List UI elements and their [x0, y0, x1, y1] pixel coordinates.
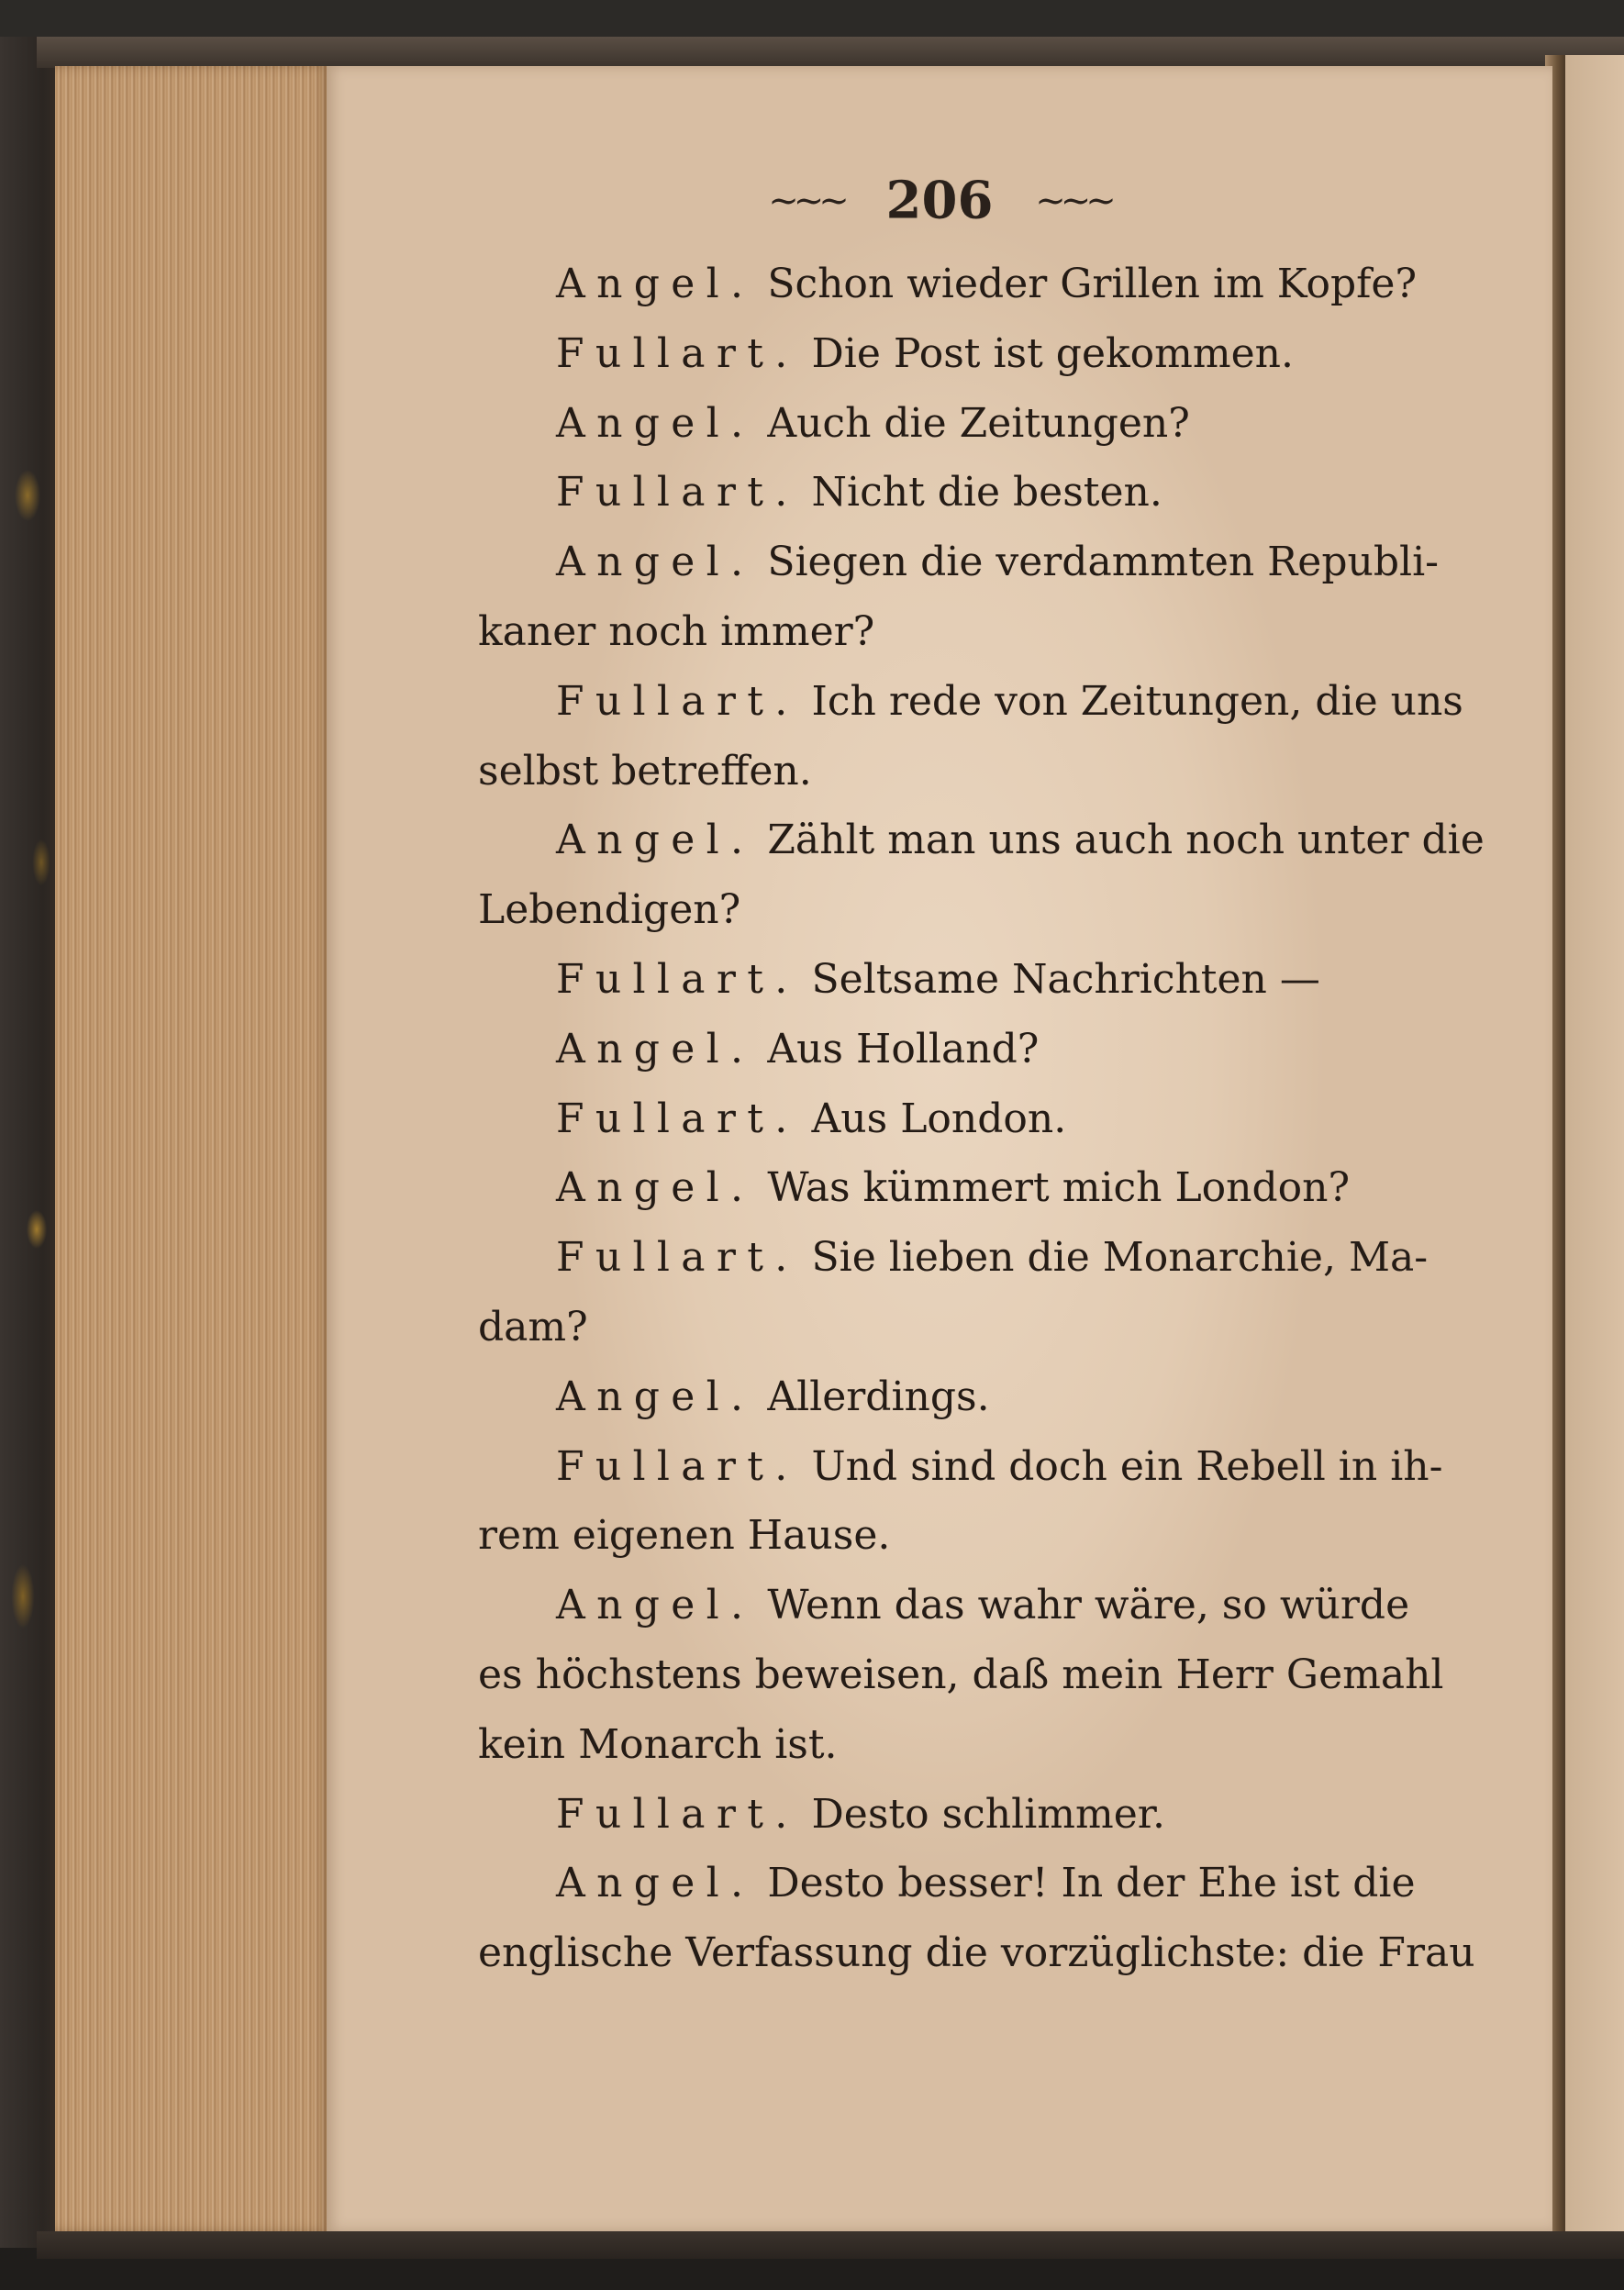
header-ornament-left: ~~~: [768, 179, 844, 222]
line-text: Lebendigen?: [478, 886, 741, 934]
speaker-name: Fullart.: [556, 677, 799, 725]
line-text: Sie lieben die Monarchie, Ma-: [811, 1234, 1429, 1282]
speaker-name: Angel.: [556, 1373, 755, 1420]
speaker-name: Angel.: [556, 1860, 755, 1907]
line-text: kein Monarch ist.: [478, 1720, 838, 1768]
text-line: [478, 1293, 1451, 1362]
text-line: [478, 1571, 1451, 1640]
facing-page-edge: [1565, 55, 1624, 2257]
text-line: [478, 1640, 1451, 1710]
speaker-name: Fullart.: [556, 955, 799, 1003]
line-text: es höchstens beweisen, daß mein Herr Gemahl: [478, 1651, 1444, 1698]
text-line: [478, 528, 1451, 597]
book-binding-top: [37, 37, 1624, 68]
text-line: [478, 250, 1451, 319]
line-text: Auch die Zeitungen?: [767, 399, 1190, 447]
speaker-name: Fullart.: [556, 1790, 799, 1838]
text-line: [478, 1710, 1451, 1780]
line-text: Wenn das wahr wäre, so würde: [767, 1582, 1410, 1629]
line-text: Aus London.: [811, 1095, 1067, 1142]
speaker-name: Angel.: [556, 399, 755, 447]
speaker-name: Angel.: [556, 261, 755, 307]
line-text: Desto schlimmer.: [811, 1790, 1165, 1838]
line-text: Nicht die besten.: [811, 469, 1162, 517]
text-line: [478, 737, 1451, 806]
line-text: rem eigenen Hause.: [478, 1512, 891, 1560]
text-line: [478, 667, 1463, 737]
speaker-name: Angel.: [556, 1582, 755, 1629]
text-line: [478, 1223, 1451, 1293]
line-text: englische Verfassung die vorzüglichste: die Frau: [478, 1929, 1475, 1977]
speaker-name: Angel.: [556, 817, 755, 864]
page-number: 206: [885, 170, 994, 231]
text-line: [478, 1849, 1451, 1918]
line-text: Aus Holland?: [767, 1025, 1040, 1073]
text-line: [478, 1501, 1451, 1571]
line-text: Desto besser! In der Ehe ist die: [767, 1860, 1416, 1907]
speaker-name: Fullart.: [556, 329, 799, 377]
line-text: Und sind doch ein Rebell in ih-: [811, 1442, 1443, 1490]
text-line: [478, 458, 1451, 528]
speaker-name: Fullart.: [556, 1442, 799, 1490]
text-line: [478, 597, 1451, 667]
line-text: Zählt man uns auch noch unter die: [767, 817, 1485, 864]
text-line: [478, 875, 1451, 945]
page-edges: [55, 66, 330, 2231]
line-text: selbst betreffen.: [478, 747, 812, 795]
text-line: [478, 1780, 1451, 1850]
speaker-name: Angel.: [556, 539, 755, 586]
speaker-name: Angel.: [556, 1164, 755, 1212]
line-text: Schon wieder Grillen im Kopfe?: [767, 261, 1418, 307]
line-text: Die Post ist gekommen.: [811, 329, 1294, 377]
text-line: [478, 1362, 1451, 1432]
line-text: Ich rede von Zeitungen, die uns: [811, 677, 1463, 725]
book-binding-bottom: [37, 2231, 1624, 2259]
text-line: [478, 806, 1485, 875]
book-page: [327, 66, 1552, 2231]
header-ornament-right: ~~~: [1035, 179, 1111, 222]
page-header: [327, 167, 1552, 231]
line-text: kaner noch immer?: [478, 607, 875, 655]
text-line: [478, 1432, 1451, 1502]
line-text: Siegen die verdammten Republi-: [767, 539, 1440, 586]
text-line: [478, 1918, 1475, 1988]
line-text: Allerdings.: [767, 1373, 990, 1420]
text-line: [478, 319, 1451, 389]
speaker-name: Angel.: [556, 1025, 755, 1073]
text-line: [478, 389, 1451, 459]
text-line: [478, 1015, 1451, 1084]
line-text: Was kümmert mich London?: [767, 1164, 1351, 1212]
speaker-name: Fullart.: [556, 469, 799, 517]
dialogue-text: [478, 250, 1485, 1988]
line-text: dam?: [478, 1303, 588, 1351]
text-line: [478, 1084, 1451, 1154]
speaker-name: Fullart.: [556, 1234, 799, 1282]
line-text: Seltsame Nachrichten —: [811, 955, 1320, 1003]
speaker-name: Fullart.: [556, 1095, 799, 1142]
text-line: [478, 945, 1451, 1015]
text-line: [478, 1153, 1451, 1223]
